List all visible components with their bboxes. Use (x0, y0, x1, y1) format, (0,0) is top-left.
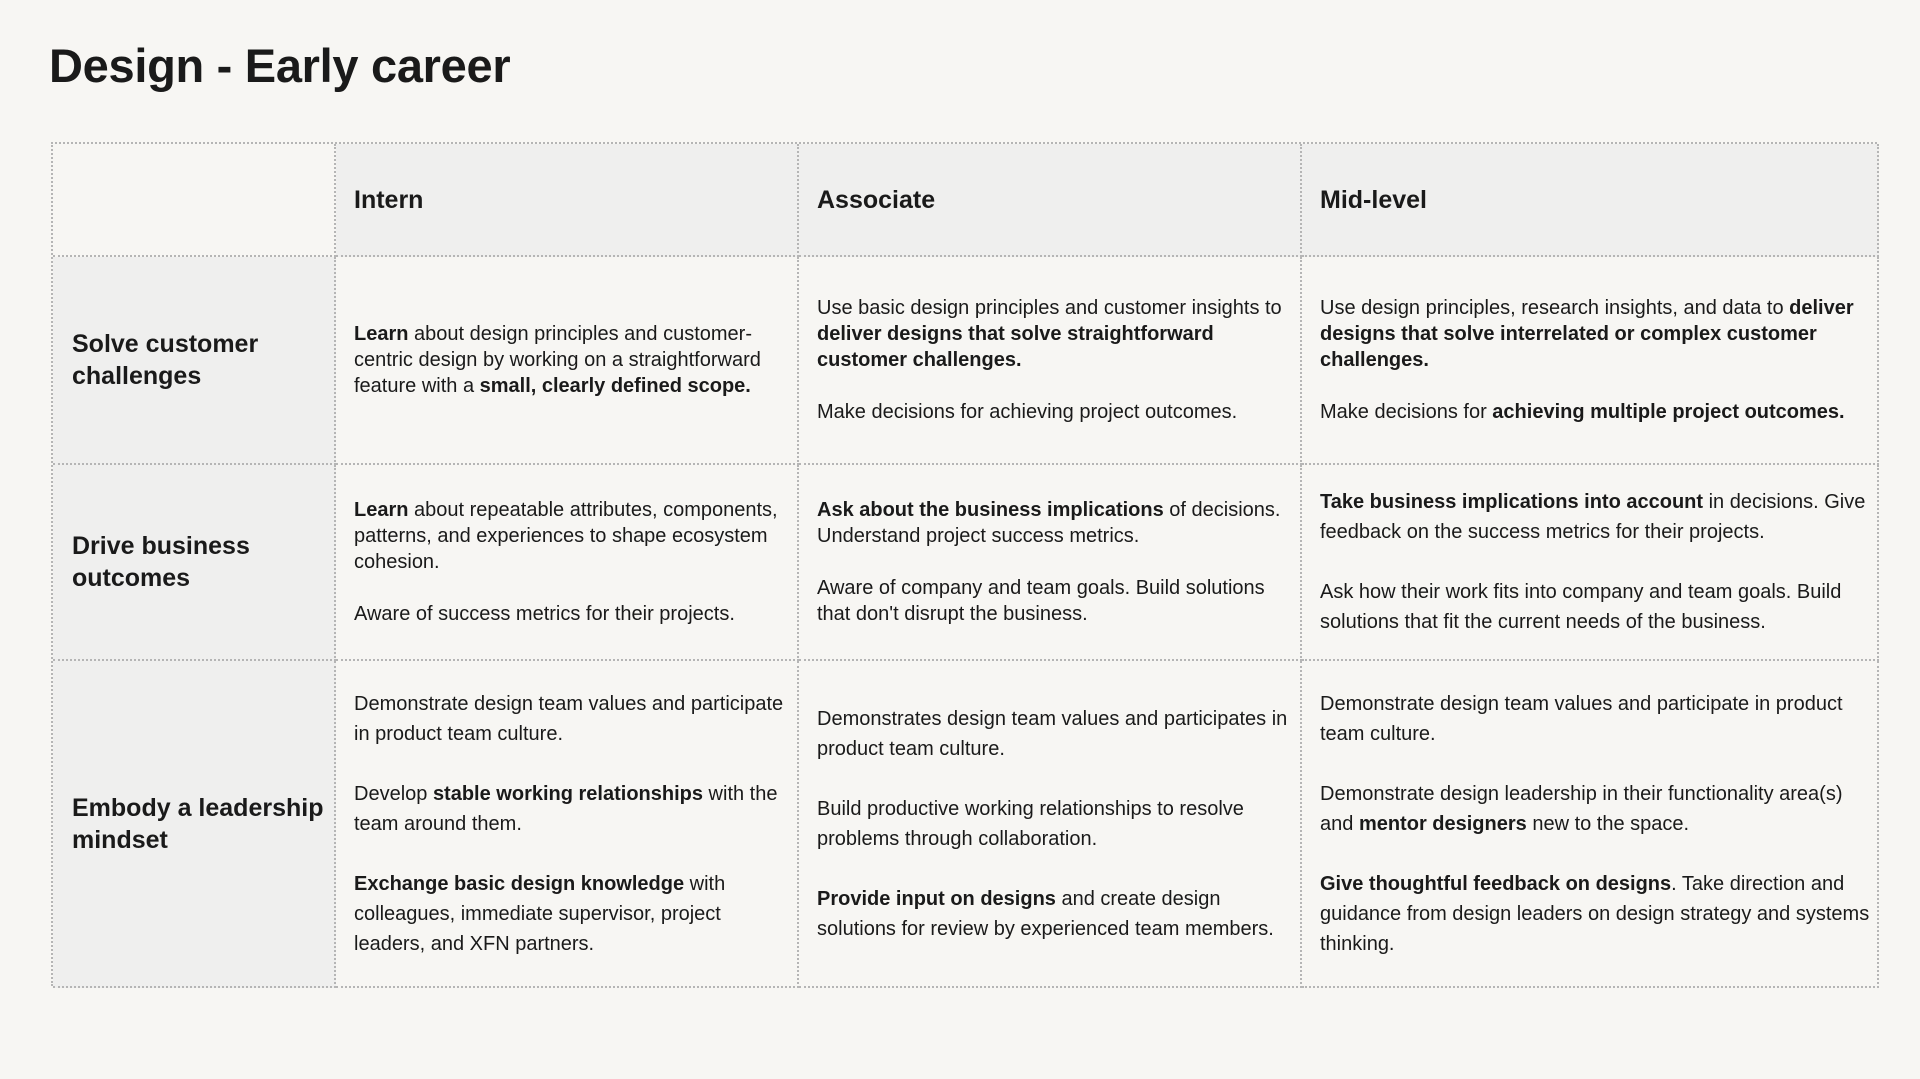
cell-solve-customer-challenges-associate (799, 257, 1302, 465)
career-matrix-table (51, 142, 1877, 986)
column-header-mid-level: Mid-level (1302, 144, 1879, 257)
cell-paragraph: Use basic design principles and customer insights to deliver designs that solve straightforward customer challenges. (817, 297, 1282, 371)
row-header-embody-leadership-mindset: Embody a leadership mindset (53, 661, 336, 988)
cell-drive-business-outcomes-intern (336, 465, 799, 661)
cell-paragraph: Ask how their work fits into company and team goals. Build solutions that fit the current needs of the business. (1320, 581, 1842, 633)
cell-paragraph: Learn about design principles and customer-centric design by working on a straightforward feature with a small, clearly defined scope. (354, 323, 761, 397)
cell-solve-customer-challenges-mid-level (1302, 257, 1879, 465)
cell-paragraph: Develop stable working relationships with the team around them. (354, 782, 778, 835)
table-corner-cell (53, 144, 336, 257)
cell-drive-business-outcomes-mid-level (1302, 465, 1879, 661)
cell-drive-business-outcomes-associate (799, 465, 1302, 661)
row-header-drive-business-outcomes: Drive business outcomes (53, 465, 336, 661)
cell-paragraph: Take business implications into account in decisions. Give feedback on the success metrics for their projects. (1320, 491, 1866, 543)
row-header-solve-customer-challenges: Solve customer challenges (53, 257, 336, 465)
cell-embody-leadership-mindset-intern (336, 661, 799, 988)
cell-paragraph: Make decisions for achieving multiple project outcomes. (1320, 401, 1845, 423)
cell-paragraph: Demonstrate design team values and participate in product team culture. (354, 692, 784, 745)
cell-paragraph: Learn about repeatable attributes, components, patterns, and experiences to shape ecosystem cohesion. (354, 499, 778, 573)
cell-paragraph: Aware of company and team goals. Build solutions that don't disrupt the business. (817, 577, 1265, 625)
cell-paragraph: Demonstrates design team values and participates in product team culture. (817, 707, 1288, 760)
cell-paragraph: Build productive working relationships to resolve problems through collaboration. (817, 797, 1244, 850)
page-title: Design - Early career (49, 39, 511, 92)
cell-paragraph: Aware of success metrics for their projects. (354, 603, 735, 625)
cell-solve-customer-challenges-intern (336, 257, 799, 465)
cell-paragraph: Give thoughtful feedback on designs. Take direction and guidance from design leaders on design strategy and systems thinking. (1320, 872, 1870, 955)
cell-paragraph: Use design principles, research insights, and data to deliver designs that solve interrelated or complex customer challenges. (1320, 297, 1854, 371)
column-header-intern: Intern (336, 144, 799, 257)
column-header-associate: Associate (799, 144, 1302, 257)
cell-paragraph: Provide input on designs and create design solutions for review by experienced team members. (817, 887, 1274, 940)
cell-embody-leadership-mindset-associate (799, 661, 1302, 988)
cell-paragraph: Demonstrate design leadership in their functionality area(s) and mentor designers new to the space. (1320, 782, 1843, 835)
cell-embody-leadership-mindset-mid-level (1302, 661, 1879, 988)
cell-paragraph: Exchange basic design knowledge with colleagues, immediate supervisor, project leaders, and XFN partners. (354, 872, 726, 955)
cell-paragraph: Make decisions for achieving project outcomes. (817, 401, 1238, 423)
cell-paragraph: Demonstrate design team values and participate in product team culture. (1320, 692, 1843, 745)
cell-paragraph: Ask about the business implications of decisions. Understand project success metrics. (817, 499, 1281, 547)
